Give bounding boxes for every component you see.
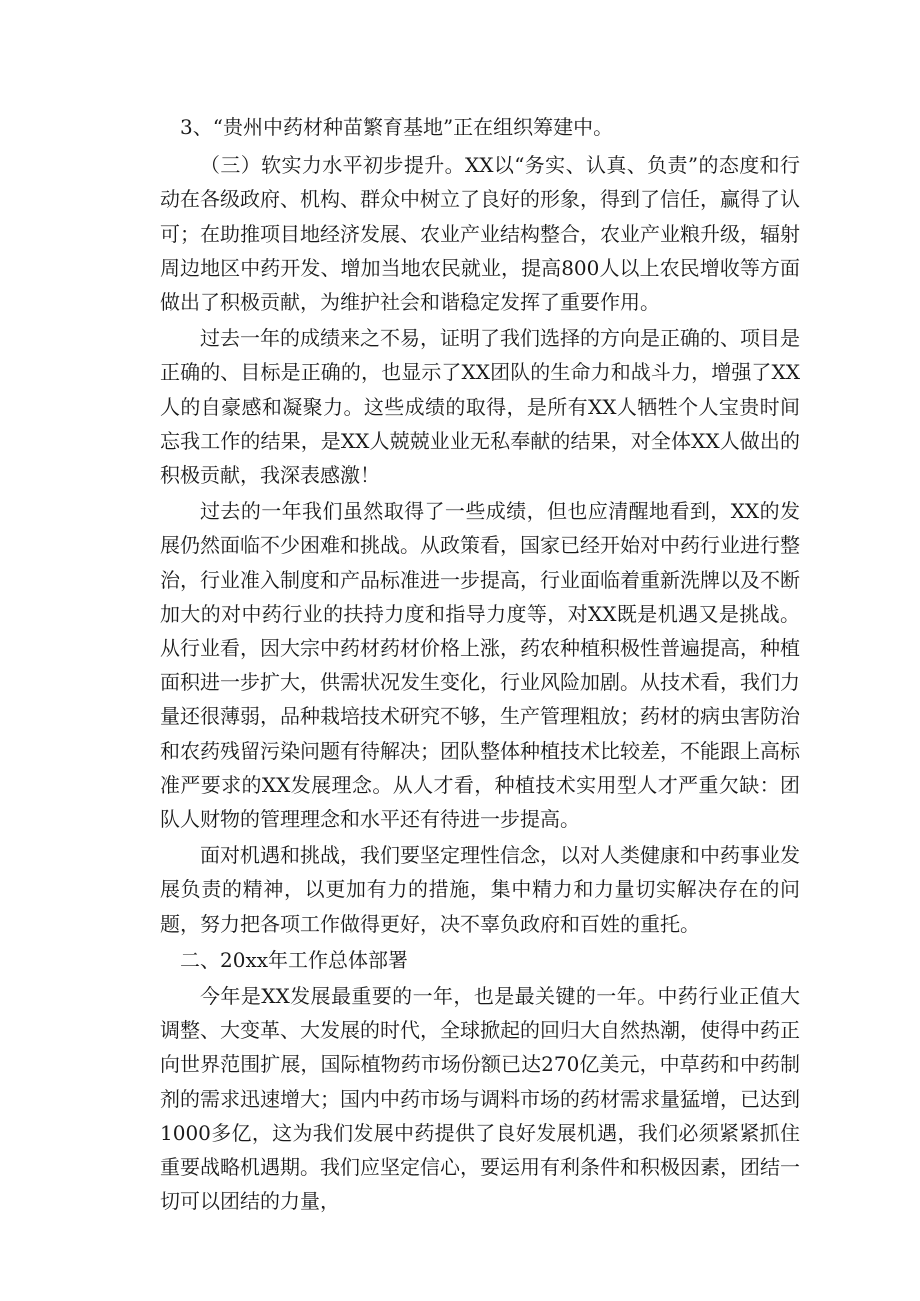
paragraph-challenges: 过去的一年我们虽然取得了一些成绩，但也应清醒地看到，XX的发展仍然面临不少困难和挑战。从政策看，国家已经开始对中药行业进行整治，行业准入制度和产品标准进一步提高，行业面临着重新洗牌以及不断加大的对中药行业的扶持力度和指导力度等，对XX既是机遇又是挑战。从行业看，因大宗中药材药材价格上涨，药农种植积极性普遍提高，种植面积进一步扩大，供需状况发生变化，行业风险加剧。从技术看，我们力量还很薄弱，品种栽培技术研究不够，生产管理粗放；药材的病虫害防治和农药残留污染问题有待解决；团队整体种植技术比较差，不能跟上高标准严要求的XX发展理念。从人才看，种植技术实用型人才严重欠缺：团队人财物的管理理念和水平还有待进一步提高。 xyxy=(160,499,800,832)
section-heading: 二、20xx年工作总体部署 xyxy=(180,947,409,972)
paragraph-response: 面对机遇和挑战，我们要坚定理性信念，以对人类健康和中药事业发展负责的精神，以更加有力的措施，集中精力和力量切实解决存在的问题，努力把各项工作做得更好，决不辜负政府和百姓的重托。 xyxy=(160,843,800,936)
paragraph-achievements: 过去一年的成绩来之不易，证明了我们选择的方向是正确的、项目是正确的、目标是正确的，也显示了XX团队的生命力和战斗力，增强了XX人的自豪感和凝聚力。这些成绩的取得，是所有XX人牺牲个人宝贵时间忘我工作的结果，是XX人兢兢业业无私奉献的结果，对全体XX人做出的积极贡献，我深表感激！ xyxy=(160,326,800,488)
paragraph-deployment: 今年是XX发展最重要的一年，也是最关键的一年。中药行业正值大调整、大变革、大发展的时代，全球掀起的回归大自然热潮，使得中药正向世界范围扩展，国际植物药市场份额已达270亿美元，中草药和中药制剂的需求迅速增大；国内中药市场与调料市场的药材需求量猛增，已达到1000多亿，这为我们发展中药提供了良好发展机遇，我们必须紧紧抓住重要战略机遇期。我们应坚定信心，要运用有利条件和积极因素，团结一切可以团结的力量， xyxy=(160,984,800,1214)
list-item-3: 3、“贵州中药材种苗繁育基地”正在组织筹建中。 xyxy=(180,115,614,139)
paragraph-soft-power: （三）软实力水平初步提升。XX以“务实、认真、负责”的态度和行动在各级政府、机构、群众中树立了良好的形象，得到了信任，赢得了认可；在助推项目地经济发展、农业产业结构整合，农业产业粮升级，辐射周边地区中药开发、增加当地农民就业，提高800人以上农民增收等方面做出了积极贡献，为维护社会和谐稳定发挥了重要作用。 xyxy=(160,153,800,315)
document-body xyxy=(160,110,800,1219)
